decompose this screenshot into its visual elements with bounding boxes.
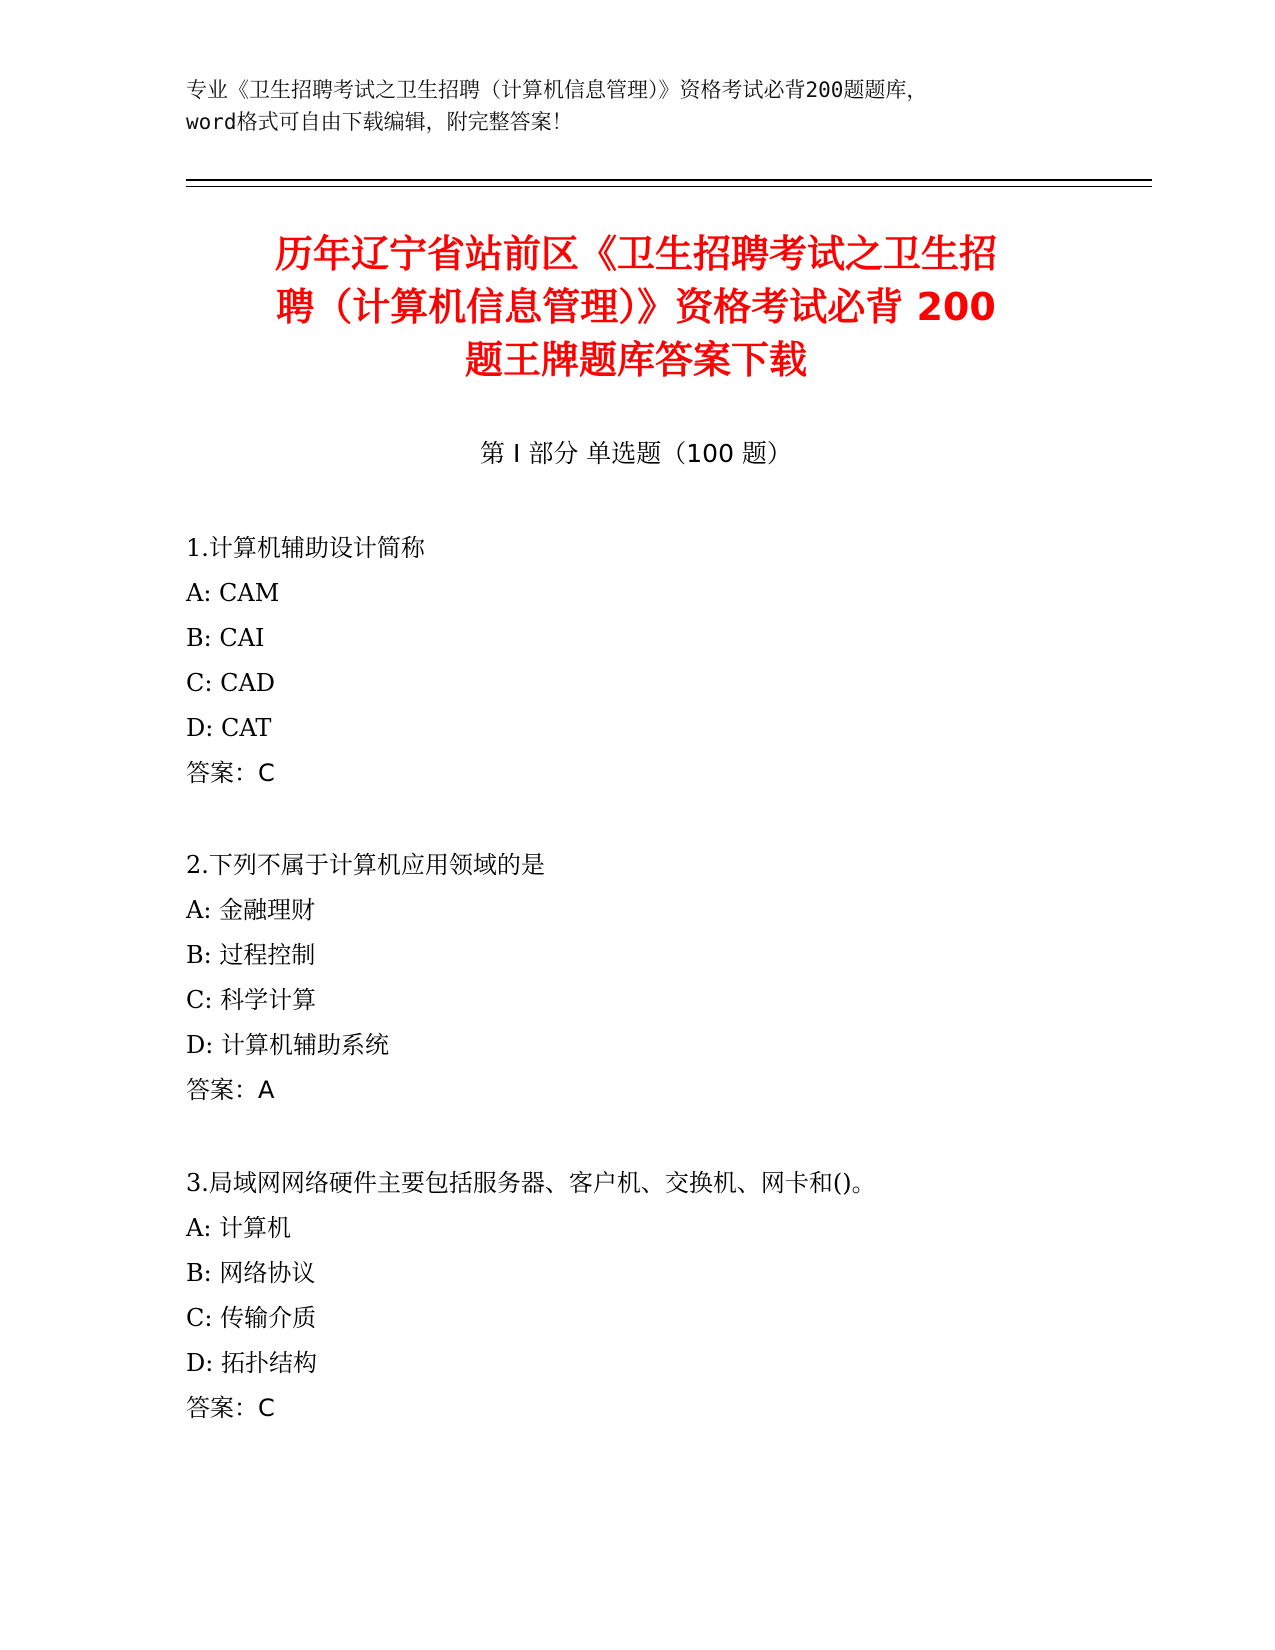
option-b: B: CAI bbox=[186, 624, 265, 652]
header-note bbox=[186, 74, 1086, 138]
option-b: B: 过程控制 bbox=[186, 941, 316, 969]
question-2 bbox=[186, 842, 1136, 1113]
title-line-3: 题王牌题库答案下载 bbox=[464, 338, 807, 382]
question-stem: 1.计算机辅助设计简称 bbox=[186, 534, 425, 562]
header-divider-thin bbox=[186, 186, 1152, 187]
option-d: D: 计算机辅助系统 bbox=[186, 1031, 389, 1059]
section-heading: 第 I 部分 单选题（100 题） bbox=[480, 439, 792, 468]
header-note-line-1: 专业《卫生招聘考试之卫生招聘（计算机信息管理）》资格考试必背200题题库， bbox=[186, 78, 928, 102]
option-b: B: 网络协议 bbox=[186, 1259, 316, 1287]
question-1 bbox=[186, 525, 1136, 796]
question-stem: 3.局域网网络硬件主要包括服务器、客户机、交换机、网卡和()。 bbox=[186, 1169, 876, 1197]
question-3 bbox=[186, 1160, 1136, 1431]
answer-line: 答案：C bbox=[186, 759, 275, 787]
option-d: D: CAT bbox=[186, 714, 272, 742]
option-a: A: CAM bbox=[186, 579, 280, 607]
option-c: C: 科学计算 bbox=[186, 986, 317, 1014]
title-line-2: 聘（计算机信息管理）》资格考试必背 200 bbox=[276, 285, 996, 329]
option-c: C: CAD bbox=[186, 669, 276, 697]
header-note-line-2: word格式可自由下载编辑，附完整答案！ bbox=[186, 110, 573, 134]
answer-line: 答案：A bbox=[186, 1076, 275, 1104]
option-a: A: 计算机 bbox=[186, 1214, 292, 1242]
option-a: A: 金融理财 bbox=[186, 896, 316, 924]
document-title bbox=[186, 228, 1086, 387]
option-d: D: 拓扑结构 bbox=[186, 1349, 317, 1377]
answer-line: 答案：C bbox=[186, 1394, 275, 1422]
header-divider-thick bbox=[186, 179, 1152, 181]
option-c: C: 传输介质 bbox=[186, 1304, 317, 1332]
title-line-1: 历年辽宁省站前区《卫生招聘考试之卫生招 bbox=[274, 232, 997, 276]
question-stem: 2.下列不属于计算机应用领域的是 bbox=[186, 851, 545, 879]
